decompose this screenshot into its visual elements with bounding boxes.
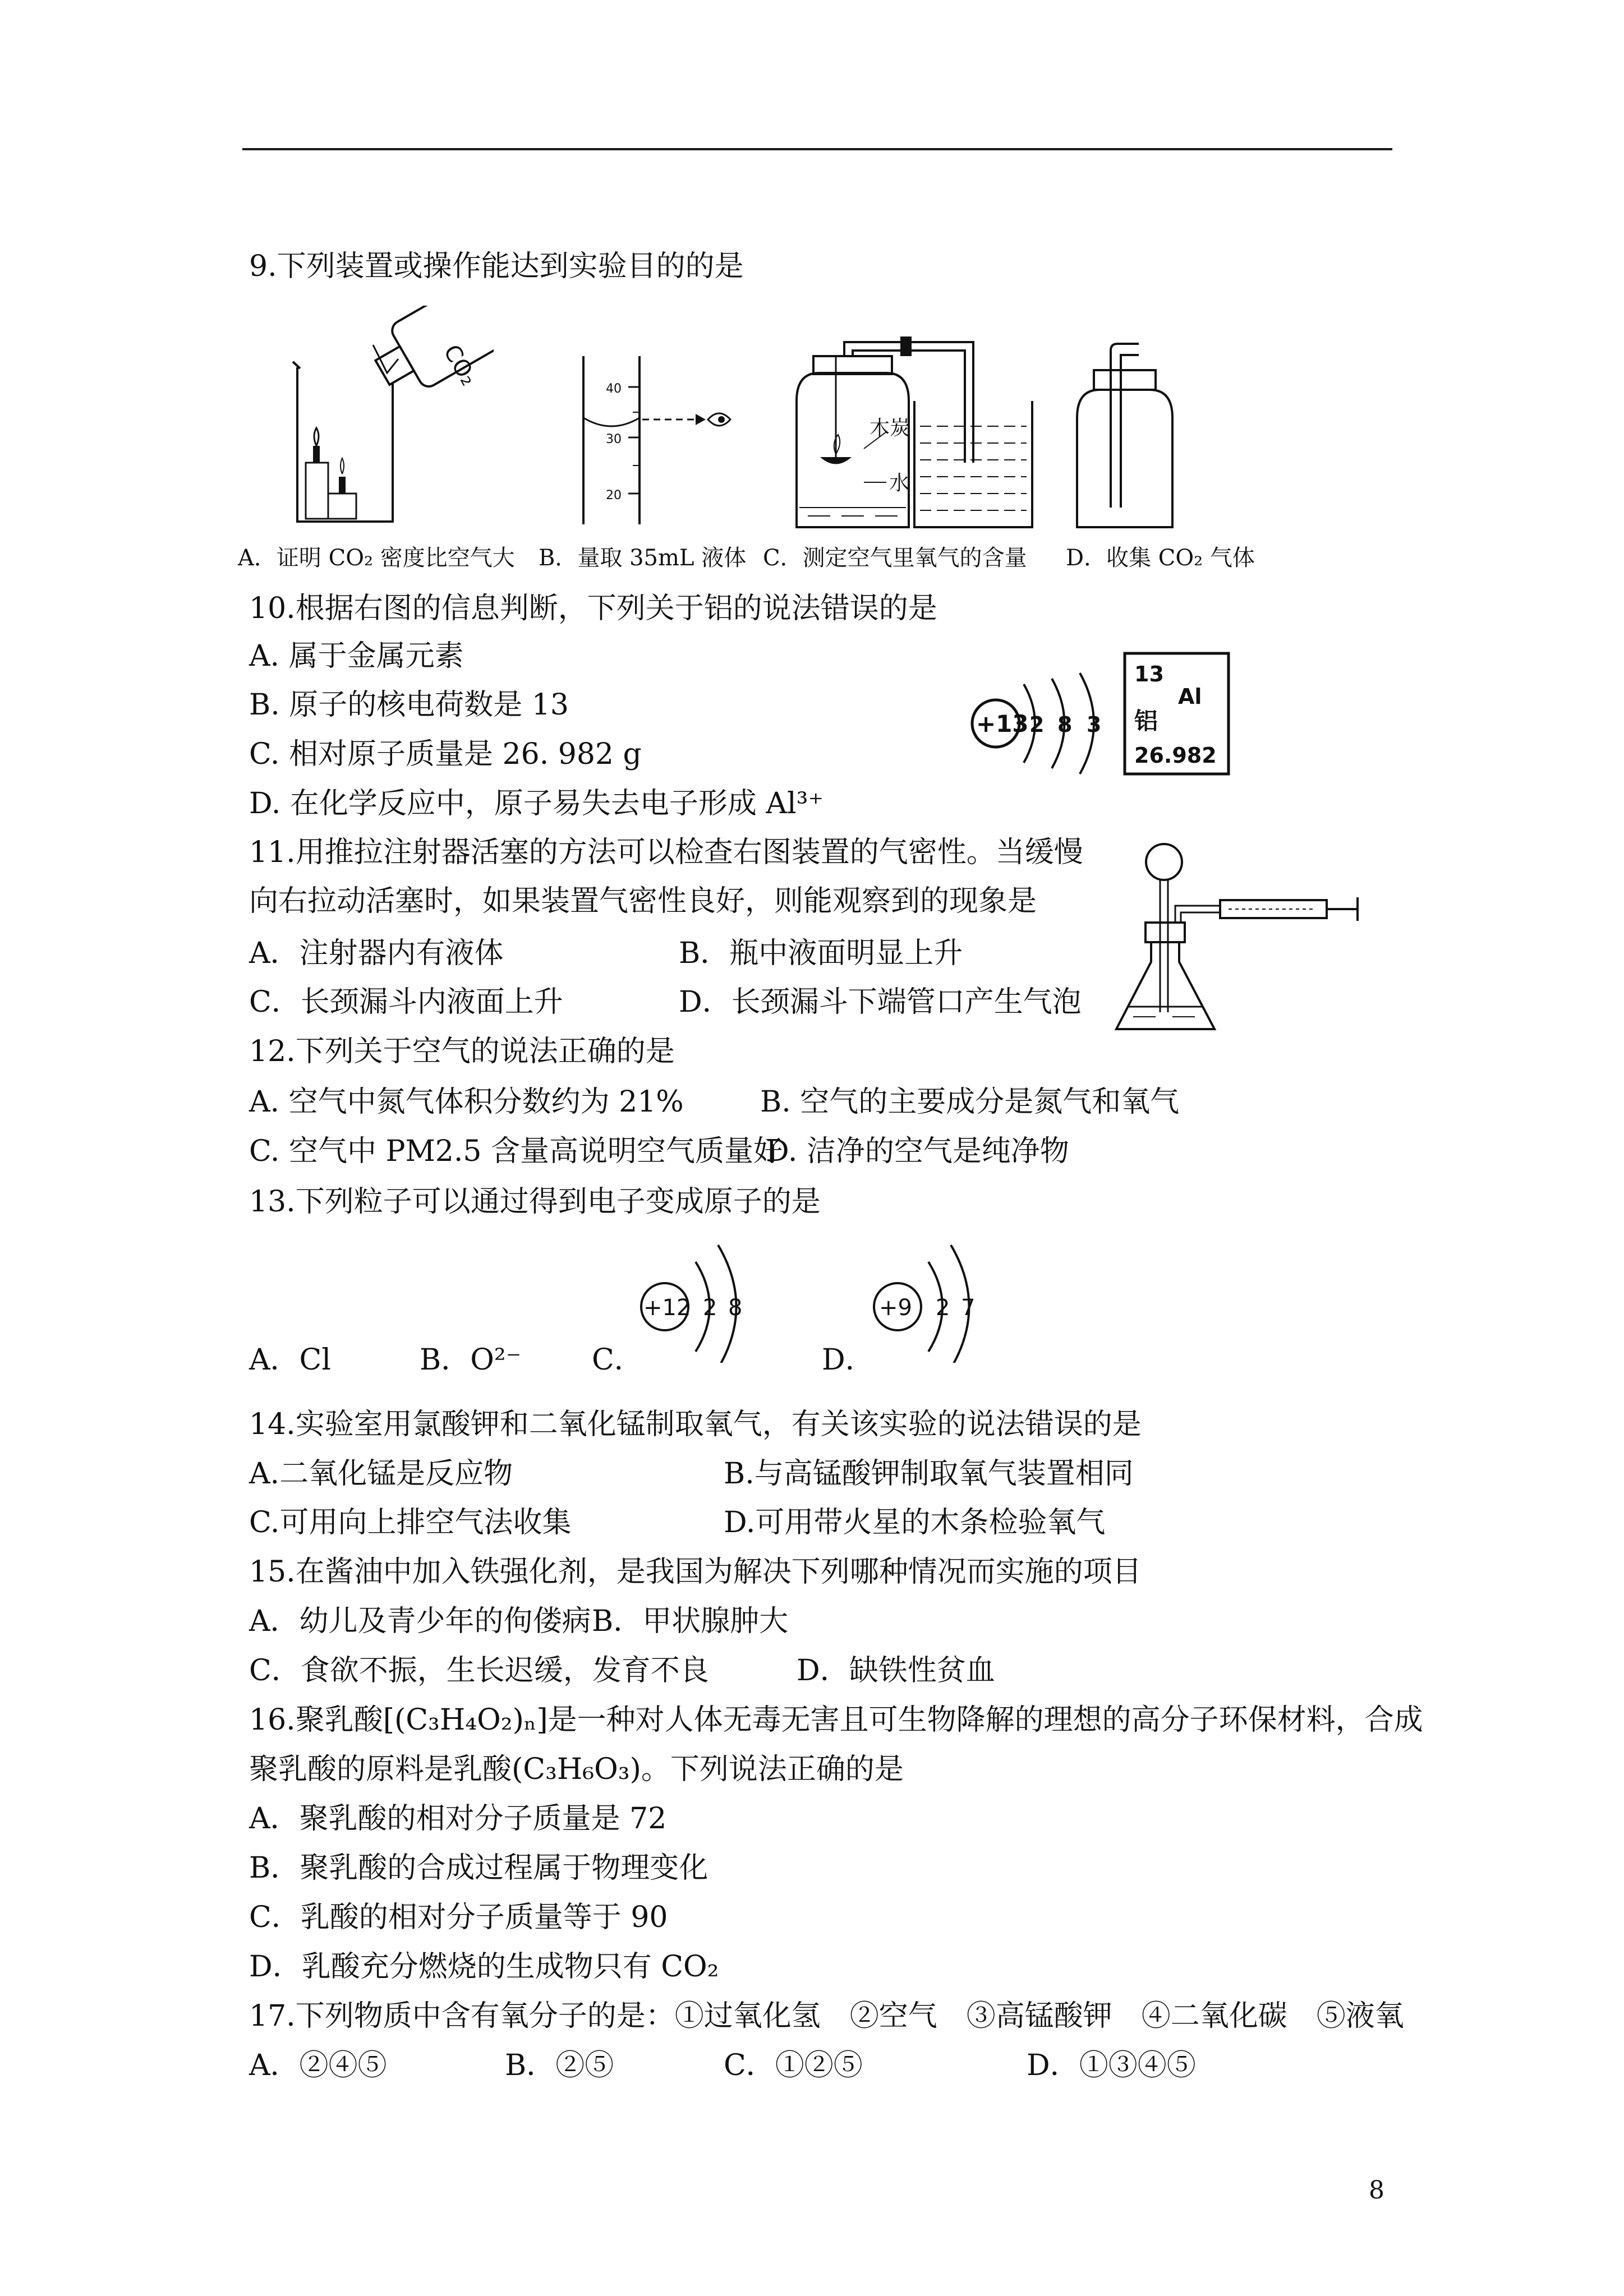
q9-figure-b	[572, 353, 746, 527]
q13-figure-c	[628, 1234, 763, 1363]
c-nucleus: +12	[643, 1295, 691, 1321]
q17-option-b: B．②⑤	[505, 2049, 614, 2082]
q16-stem-line-2: 聚乳酸的原料是乳酸(C₃H₆O₃)。下列说法正确的是	[249, 1753, 904, 1786]
q10-option-a: A. 属于金属元素	[249, 639, 464, 673]
q12-option-a: A. 空气中氮气体积分数约为 21%	[249, 1085, 684, 1119]
q9-figure-d	[1066, 339, 1189, 530]
q17-stem: 17.下列物质中含有氧分子的是：①过氧化氢 ②空气 ③高锰酸钾 ④二氧化碳 ⑤液氧	[249, 1999, 1404, 2033]
q13-figure-d	[861, 1234, 996, 1363]
header-rule	[242, 148, 1392, 150]
q11-stem-line-2: 向右拉动活塞时，如果装置气密性良好，则能观察到的现象是	[249, 884, 1037, 918]
label-water: 水	[889, 472, 910, 495]
q11-apparatus-figure	[1111, 838, 1369, 1040]
q15-option-b: B．甲状腺肿大	[592, 1605, 789, 1638]
q11-option-d: D．长颈漏斗下端管口产生气泡	[679, 985, 1082, 1019]
co2-bottle-label: CO₂	[438, 340, 482, 390]
q17-option-c: C．①②⑤	[724, 2049, 863, 2082]
q16-option-b: B．聚乳酸的合成过程属于物理变化	[249, 1851, 709, 1885]
q17-option-d: D．①③④⑤	[1027, 2049, 1196, 2082]
page-number: 8	[1369, 2176, 1384, 2205]
d-shell-1: 2	[936, 1295, 950, 1321]
q16-stem-line-1: 16.聚乳酸[(C₃H₄O₂)ₙ]是一种对人体无毒无害且可生物降解的理想的高分子环保材料，合成	[249, 1703, 1423, 1737]
q13-option-b: B．O²⁻	[420, 1343, 522, 1377]
q12-stem: 12.下列关于空气的说法正确的是	[249, 1035, 675, 1068]
q16-option-d: D．乳酸充分燃烧的生成物只有 CO₂	[249, 1950, 719, 1984]
q9-caption-b: B．量取 35mL 液体	[539, 545, 747, 571]
q10-stem: 10.根据右图的信息判断，下列关于铝的说法错误的是	[249, 592, 937, 625]
q14-option-d: D.可用带火星的木条检验氧气	[724, 1506, 1106, 1539]
al-mass: 26.982	[1134, 743, 1217, 768]
aluminum-atom-diagram	[962, 665, 1119, 782]
q9-caption-c: C．测定空气里氧气的含量	[763, 545, 1027, 571]
cylinder-tick-40: 40	[606, 382, 622, 396]
q17-option-a: A．②④⑤	[249, 2049, 387, 2082]
al-nucleus: +13	[976, 710, 1029, 737]
q15-stem: 15.在酱油中加入铁强化剂，是我国为解决下列哪种情况而实施的项目	[249, 1555, 1142, 1589]
al-shell-2: 8	[1057, 712, 1073, 737]
q9-stem: 9.下列装置或操作能达到实验目的的是	[249, 250, 744, 283]
q14-option-a: A.二氧化锰是反应物	[249, 1457, 513, 1491]
q9-caption-d: D．收集 CO₂ 气体	[1066, 545, 1255, 571]
al-name: 铝	[1134, 707, 1158, 735]
q11-option-b: B．瓶中液面明显上升	[679, 937, 963, 970]
q11-stem-line-1: 11.用推拉注射器活塞的方法可以检查右图装置的气密性。当缓慢	[249, 836, 1083, 869]
q16-option-c: C．乳酸的相对分子质量等于 90	[249, 1901, 668, 1934]
al-shell-3: 3	[1087, 712, 1102, 737]
q16-option-a: A．聚乳酸的相对分子质量是 72	[249, 1802, 667, 1836]
q11-option-a: A．注射器内有液体	[249, 937, 504, 970]
q13-option-a: A．Cl	[249, 1343, 331, 1377]
q13-option-d: D．	[822, 1343, 875, 1377]
q14-option-c: C.可用向上排空气法收集	[249, 1506, 572, 1539]
q12-option-c: C. 空气中 PM2.5 含量高说明空气质量好	[249, 1135, 783, 1168]
q15-option-d: D．缺铁性贫血	[797, 1654, 995, 1688]
q15-option-a: A．幼儿及青少年的佝偻病	[249, 1605, 591, 1638]
aluminum-element-cell	[1122, 651, 1234, 780]
q10-option-d: D. 在化学反应中，原子易失去电子形成 Al³⁺	[249, 787, 823, 820]
q9-caption-a: A．证明 CO₂ 密度比空气大	[238, 545, 515, 571]
c-shell-2: 8	[728, 1295, 743, 1321]
d-nucleus: +9	[879, 1295, 912, 1321]
cylinder-tick-20: 20	[606, 488, 622, 502]
al-shell-1: 2	[1029, 712, 1045, 737]
q9-figure-a	[280, 306, 494, 530]
q9-figure-c	[780, 322, 1060, 536]
q10-option-c: C. 相对原子质量是 26. 982 g	[249, 737, 642, 771]
cylinder-tick-30: 30	[606, 432, 622, 446]
label-charcoal: 木炭	[869, 417, 910, 440]
q13-stem: 13.下列粒子可以通过得到电子变成原子的是	[249, 1185, 821, 1219]
q11-option-c: C．长颈漏斗内液面上升	[249, 985, 563, 1019]
q12-option-d: D. 洁净的空气是纯净物	[766, 1135, 1069, 1168]
c-shell-1: 2	[703, 1295, 717, 1321]
al-number: 13	[1134, 662, 1164, 686]
q10-option-b: B. 原子的核电荷数是 13	[249, 688, 569, 722]
d-shell-2: 7	[961, 1295, 976, 1321]
q14-stem: 14.实验室用氯酸钾和二氧化锰制取氧气，有关该实验的说法错误的是	[249, 1408, 1142, 1441]
q14-option-b: B.与高锰酸钾制取氧气装置相同	[724, 1457, 1134, 1491]
al-symbol: Al	[1178, 684, 1202, 709]
q13-option-c: C．	[592, 1343, 643, 1377]
q12-option-b: B. 空气的主要成分是氮气和氧气	[760, 1085, 1180, 1119]
q15-option-c: C．食欲不振，生长迟缓，发育不良	[249, 1654, 709, 1688]
